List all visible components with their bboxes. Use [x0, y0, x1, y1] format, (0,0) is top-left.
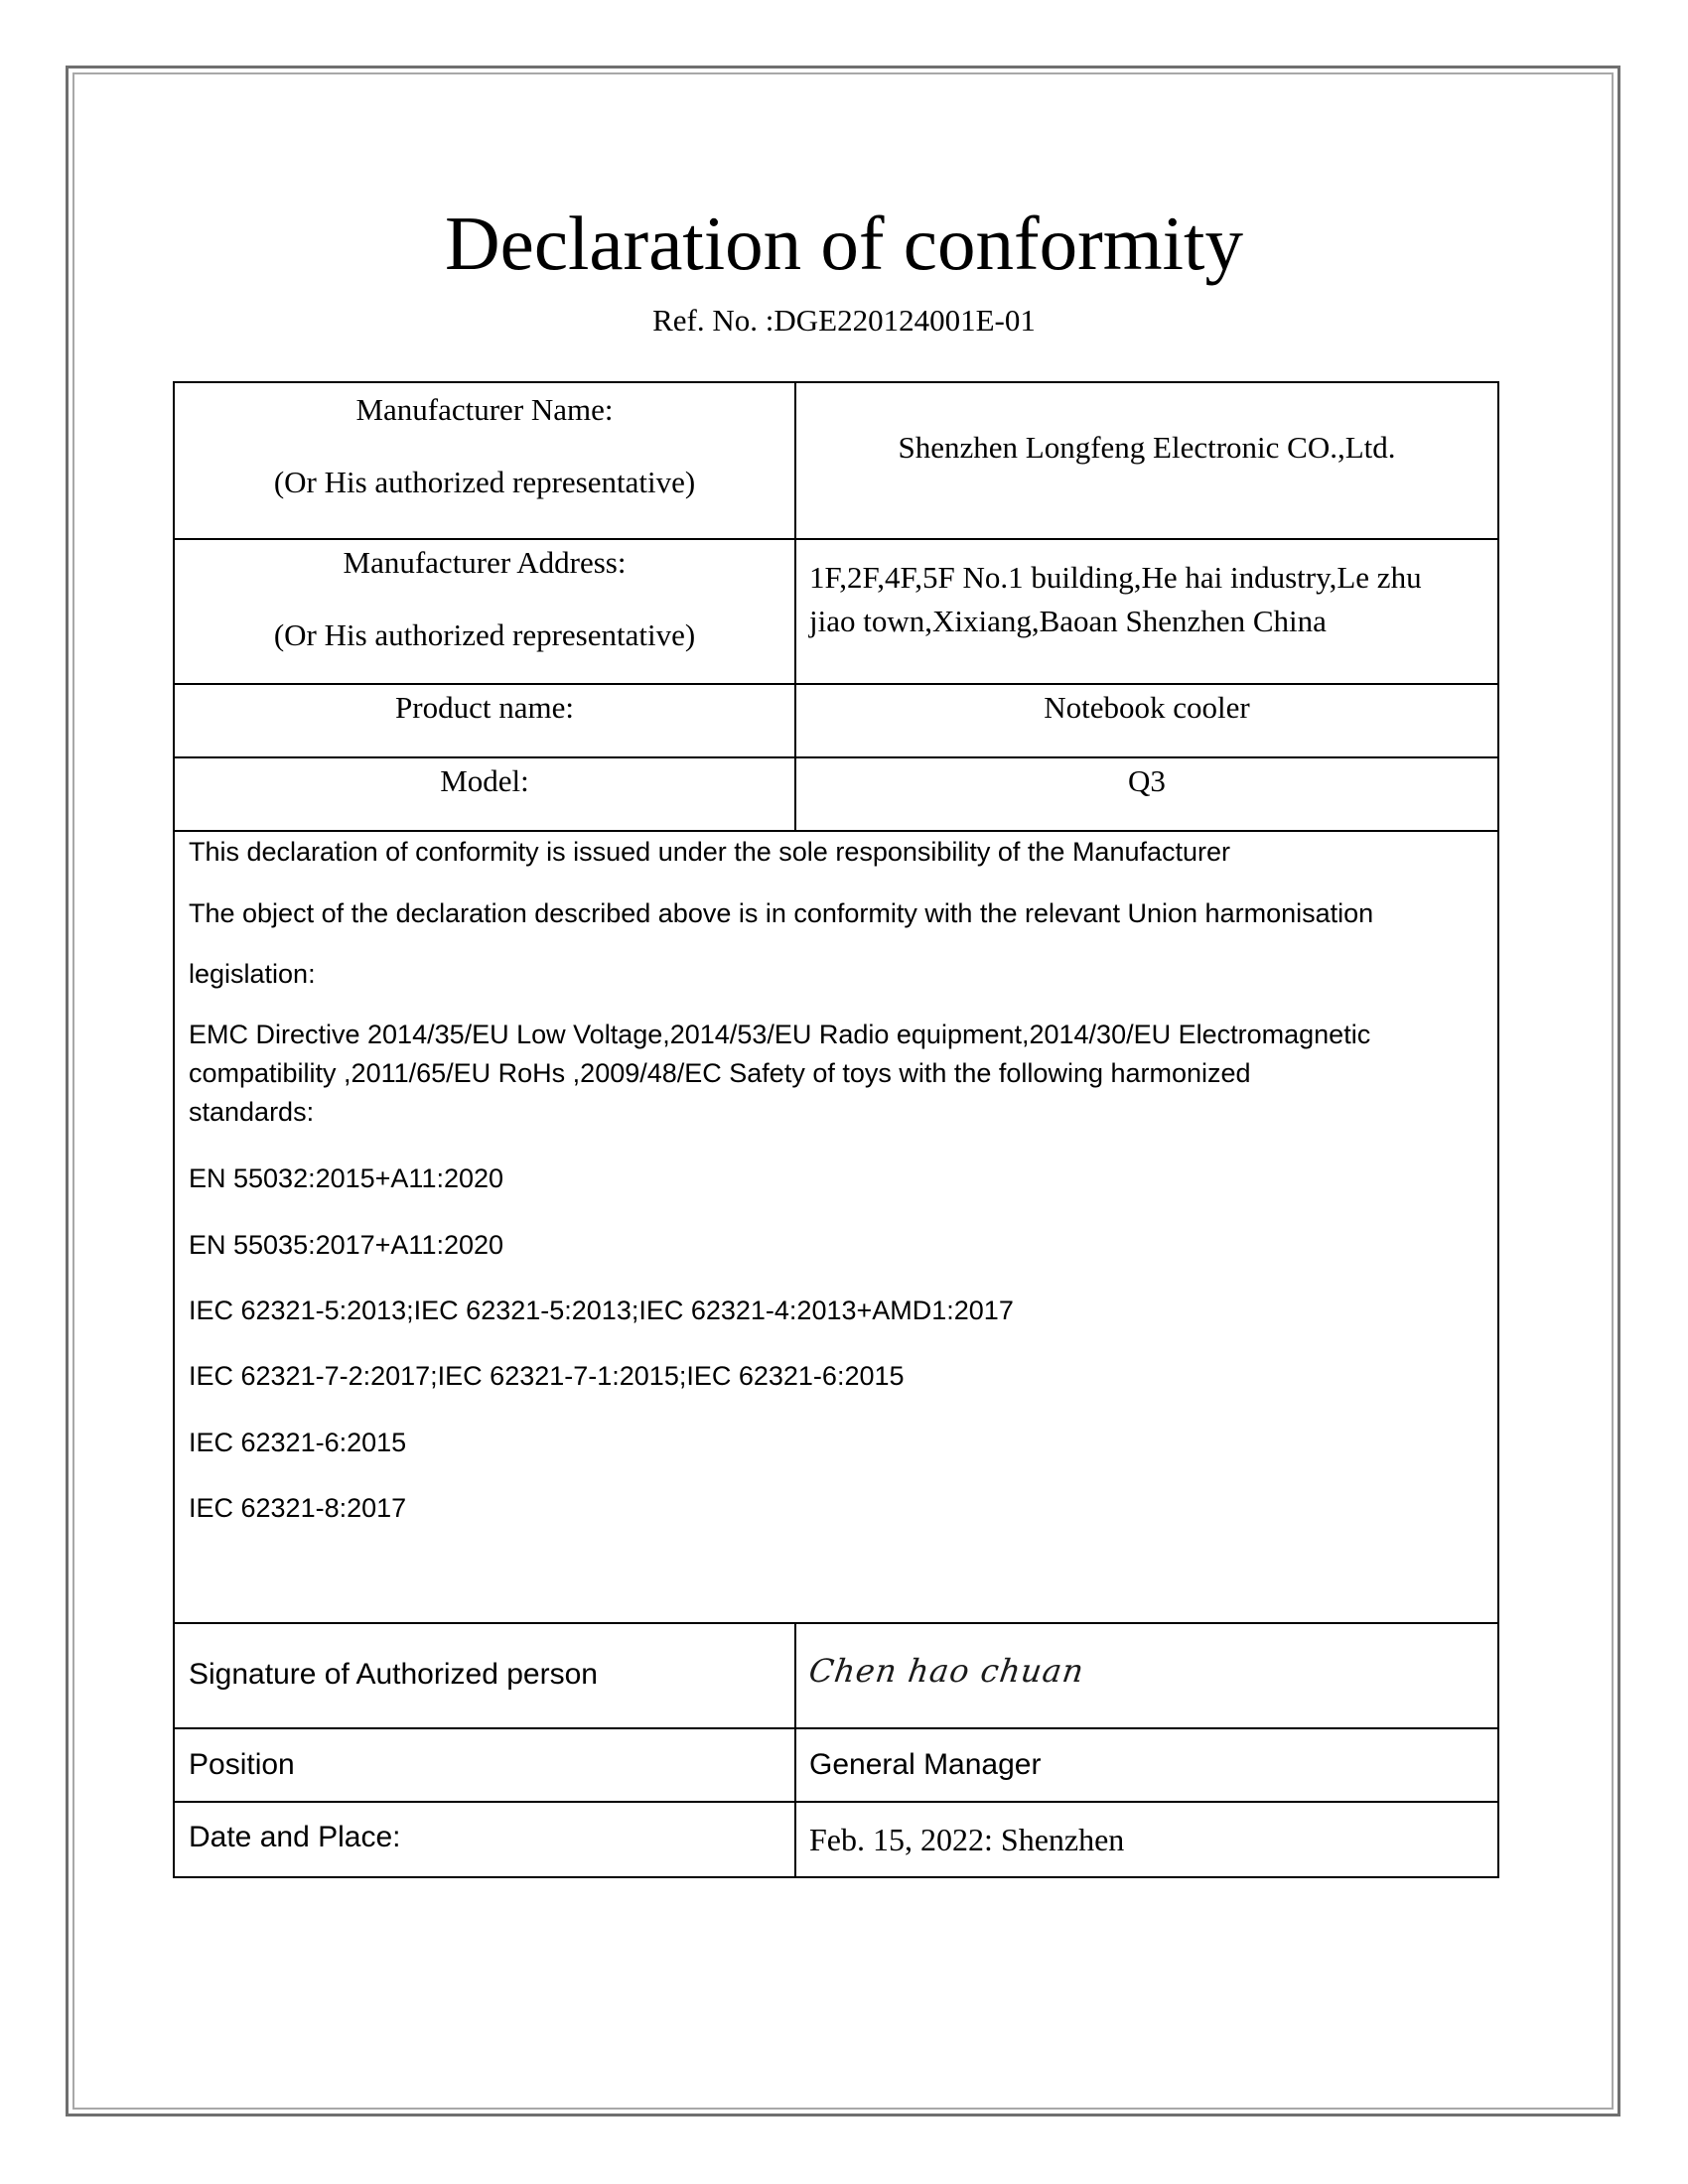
- reference-number: Ref. No. :DGE220124001E-01: [652, 303, 1036, 338]
- directives-text: standards:: [189, 1097, 315, 1127]
- manufacturer-address-line1: 1F,2F,4F,5F No.1 building,He hai industry,Le zhu: [809, 560, 1422, 595]
- manufacturer-name-sublabel: (Or His authorized representative): [273, 465, 696, 499]
- product-name-value: Notebook cooler: [1044, 690, 1250, 725]
- manufacturer-address-line2: jiao town,Xixiang,Baoan Shenzhen China: [809, 604, 1327, 638]
- table-divider: [173, 1622, 1499, 1624]
- model-value: Q3: [1128, 763, 1166, 798]
- standard-item: EN 55035:2017+A11:2020: [189, 1230, 504, 1260]
- position-label: Position: [189, 1748, 295, 1781]
- signature-label: Signature of Authorized person: [189, 1658, 598, 1691]
- document-title: Declaration of conformity: [445, 201, 1243, 286]
- table-divider: [173, 538, 1499, 540]
- table-divider: [173, 683, 1499, 685]
- manufacturer-address-sublabel: (Or His authorized representative): [273, 617, 696, 652]
- standard-item: IEC 62321-8:2017: [189, 1493, 407, 1523]
- table-divider: [173, 756, 1499, 758]
- declaration-statement: legislation:: [189, 959, 316, 989]
- table-column-divider: [794, 1622, 796, 1878]
- directives-text: EMC Directive 2014/35/EU Low Voltage,2014/53/EU Radio equipment,2014/30/EU Electromagnetic: [189, 1020, 1371, 1049]
- manufacturer-name-label: Manufacturer Name:: [355, 392, 614, 427]
- standard-item: IEC 62321-5:2013;IEC 62321-5:2013;IEC 62321-4:2013+AMD1:2017: [189, 1296, 1014, 1325]
- date-place-value: Feb. 15, 2022: Shenzhen: [809, 1822, 1125, 1857]
- directives-text: compatibility ,2011/65/EU RoHs ,2009/48/EC Safety of toys with the following harmonized: [189, 1058, 1251, 1088]
- declaration-statement: The object of the declaration described above is in conformity with the relevant Union harmonisation: [189, 898, 1374, 928]
- standard-item: IEC 62321-7-2:2017;IEC 62321-7-1:2015;IEC 62321-6:2015: [189, 1361, 905, 1391]
- standard-item: EN 55032:2015+A11:2020: [189, 1163, 504, 1193]
- table-divider: [173, 1727, 1499, 1729]
- position-value: General Manager: [809, 1748, 1042, 1781]
- model-label: Model:: [440, 763, 529, 798]
- manufacturer-name-value: Shenzhen Longfeng Electronic CO.,Ltd.: [898, 430, 1396, 465]
- handwritten-signature: Chen hao chuan: [806, 1652, 1087, 1690]
- standard-item: IEC 62321-6:2015: [189, 1428, 407, 1457]
- product-name-label: Product name:: [395, 690, 574, 725]
- table-divider: [173, 1801, 1499, 1803]
- date-place-label: Date and Place:: [189, 1821, 401, 1853]
- manufacturer-address-label: Manufacturer Address:: [343, 545, 627, 580]
- declaration-statement: This declaration of conformity is issued under the sole responsibility of the Manufacturer: [189, 837, 1231, 867]
